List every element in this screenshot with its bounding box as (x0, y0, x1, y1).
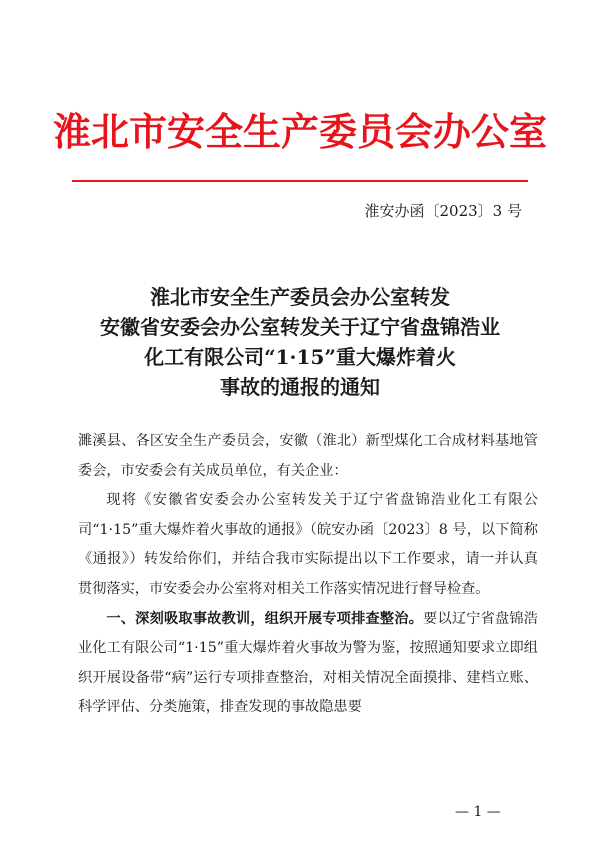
red-separator-line (72, 180, 528, 182)
document-number: 淮安办函〔2023〕3 号 (364, 202, 522, 220)
page-number: — 1 — (455, 804, 501, 820)
addressees: 濉溪县、各区安全生产委员会，安徽（淮北）新型煤化工合成材料基地管委会，市安委会有关成员单位，有关企业： (78, 433, 538, 479)
document-subject (0, 282, 600, 402)
subject-line: 化工有限公司“1·15”重大爆炸着火 (144, 345, 456, 369)
section-text: 要以辽宁省盘锦浩业化工有限公司“1·15”重大爆炸着火事故为警为鉴，按照通知要求立即组织开展设备带“病”运行专项排查整治，对相关情况全面摸排、建档立账、科学评估、分类施策，排查发现的事故隐患要 (78, 610, 538, 716)
subject-line: 事故的通报的通知 (220, 375, 380, 399)
section-heading: 一、深刻吸取事故教训，组织开展专项排查整治。 (106, 610, 424, 627)
subject-line: 安徽省安委会办公室转发关于辽宁省盘锦浩业 (100, 315, 500, 339)
subject-line: 淮北市安全生产委员会办公室转发 (150, 285, 450, 309)
issuing-authority-header: 淮北市安全生产委员会办公室 (52, 109, 547, 154)
paragraph: 现将《安徽省安委会办公室转发关于辽宁省盘锦浩业化工有限公司“1·15”重大爆炸着火事故的通报》（皖安办函〔2023〕8 号，以下简称《通报》）转发给你们，并结合我市实际提出以下工作要求，请一并认真贯彻落实，市安委会办公室将对相关工作落实情况进行督导检查。 (78, 492, 538, 597)
document-body (78, 427, 538, 723)
section-paragraph (78, 605, 538, 723)
